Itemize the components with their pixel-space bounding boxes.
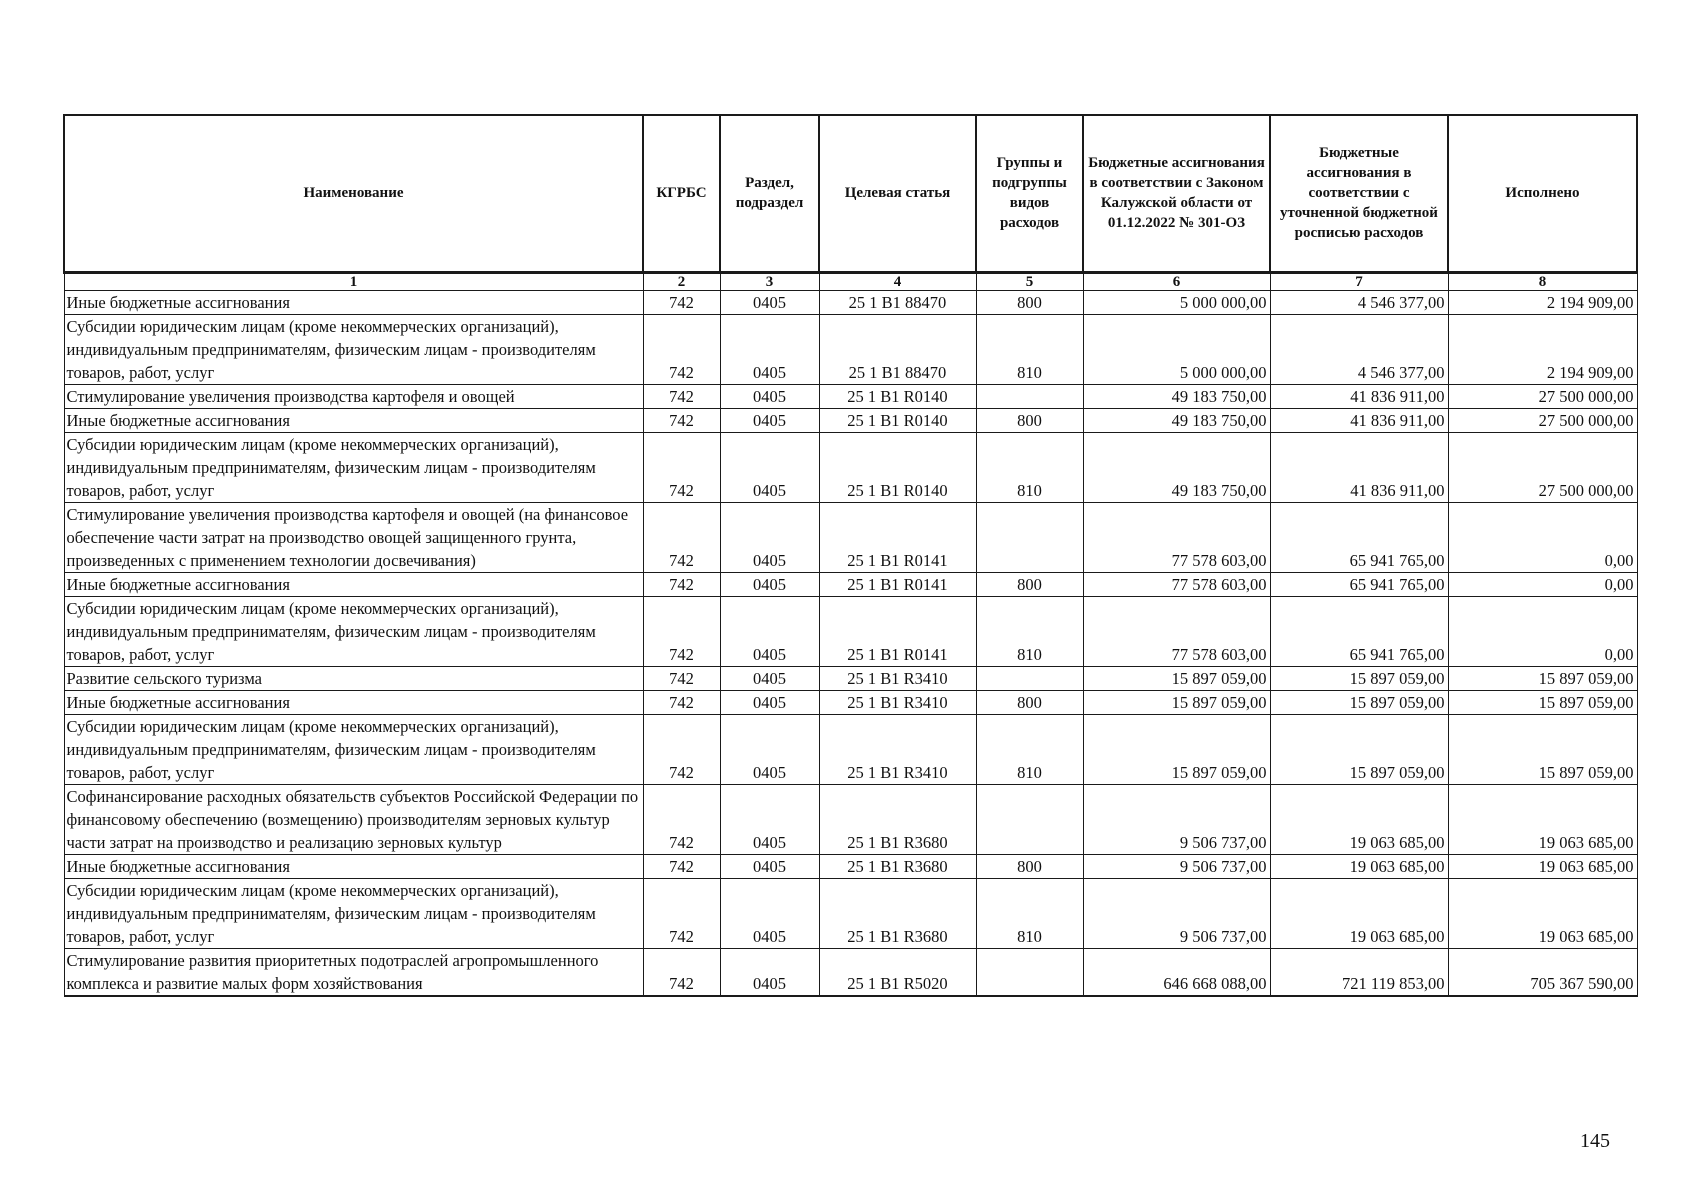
target-article-cell: 25 1 B1 R5020 [819,948,976,996]
column-header-8: Исполнено [1448,115,1637,272]
kgrbs-cell: 742 [643,666,720,690]
refined-allocation-cell: 19 063 685,00 [1270,878,1448,948]
executed-cell: 19 063 685,00 [1448,878,1637,948]
column-number-5: 5 [976,272,1083,290]
column-number-6: 6 [1083,272,1270,290]
section-cell: 0405 [720,596,819,666]
refined-allocation-cell: 65 941 765,00 [1270,572,1448,596]
kgrbs-cell: 742 [643,572,720,596]
executed-cell: 15 897 059,00 [1448,690,1637,714]
section-cell: 0405 [720,714,819,784]
refined-allocation-cell: 4 546 377,00 [1270,314,1448,384]
kgrbs-cell: 742 [643,290,720,314]
table-row [64,878,1637,948]
kgrbs-cell: 742 [643,408,720,432]
kgrbs-cell: 742 [643,314,720,384]
refined-allocation-cell: 41 836 911,00 [1270,384,1448,408]
column-header-5: Группы и подгруппы видов расходов [976,115,1083,272]
kgrbs-cell: 742 [643,690,720,714]
target-article-cell: 25 1 B1 R0140 [819,384,976,408]
target-article-cell: 25 1 B1 R0141 [819,572,976,596]
table-row [64,854,1637,878]
refined-allocation-cell: 15 897 059,00 [1270,690,1448,714]
executed-cell: 19 063 685,00 [1448,784,1637,854]
expense-group-cell [976,784,1083,854]
column-header-6: Бюджетные ассигнования в соответствии с Законом Калужской области от 01.12.2022 № 301-ОЗ [1083,115,1270,272]
table-row [64,596,1637,666]
executed-cell: 0,00 [1448,502,1637,572]
executed-cell: 15 897 059,00 [1448,666,1637,690]
target-article-cell: 25 1 B1 88470 [819,290,976,314]
expense-group-cell: 800 [976,854,1083,878]
target-article-cell: 25 1 B1 R3410 [819,714,976,784]
name-cell: Субсидии юридическим лицам (кроме некоммерческих организаций), индивидуальным предпринимателям, физическим лицам - производителям товаров, работ, услуг [64,714,643,784]
kgrbs-cell: 742 [643,502,720,572]
law-allocation-cell: 15 897 059,00 [1083,666,1270,690]
refined-allocation-cell: 721 119 853,00 [1270,948,1448,996]
name-cell: Стимулирование развития приоритетных подотраслей агропромышленного комплекса и развитие малых форм хозяйствования [64,948,643,996]
law-allocation-cell: 49 183 750,00 [1083,384,1270,408]
column-number-7: 7 [1270,272,1448,290]
refined-allocation-cell: 4 546 377,00 [1270,290,1448,314]
target-article-cell: 25 1 B1 R3680 [819,854,976,878]
table-row [64,690,1637,714]
name-cell: Субсидии юридическим лицам (кроме некоммерческих организаций), индивидуальным предпринимателям, физическим лицам - производителям товаров, работ, услуг [64,878,643,948]
executed-cell: 2 194 909,00 [1448,314,1637,384]
refined-allocation-cell: 15 897 059,00 [1270,666,1448,690]
table-body [64,290,1637,996]
refined-allocation-cell: 41 836 911,00 [1270,408,1448,432]
section-cell: 0405 [720,408,819,432]
kgrbs-cell: 742 [643,948,720,996]
name-cell: Развитие сельского туризма [64,666,643,690]
column-number-row [64,272,1637,290]
table-row [64,784,1637,854]
column-header-7: Бюджетные ассигнования в соответствии с уточненной бюджетной росписью расходов [1270,115,1448,272]
target-article-cell: 25 1 B1 R0140 [819,432,976,502]
section-cell: 0405 [720,290,819,314]
target-article-cell: 25 1 B1 88470 [819,314,976,384]
table-row [64,502,1637,572]
law-allocation-cell: 5 000 000,00 [1083,314,1270,384]
kgrbs-cell: 742 [643,784,720,854]
name-cell: Иные бюджетные ассигнования [64,408,643,432]
law-allocation-cell: 77 578 603,00 [1083,502,1270,572]
law-allocation-cell: 15 897 059,00 [1083,690,1270,714]
column-header-4: Целевая статья [819,115,976,272]
column-header-3: Раздел, подраздел [720,115,819,272]
section-cell: 0405 [720,878,819,948]
table-row [64,408,1637,432]
refined-allocation-cell: 65 941 765,00 [1270,502,1448,572]
name-cell: Стимулирование увеличения производства картофеля и овощей [64,384,643,408]
refined-allocation-cell: 41 836 911,00 [1270,432,1448,502]
name-cell: Иные бюджетные ассигнования [64,290,643,314]
target-article-cell: 25 1 B1 R3410 [819,666,976,690]
law-allocation-cell: 77 578 603,00 [1083,572,1270,596]
law-allocation-cell: 49 183 750,00 [1083,432,1270,502]
executed-cell: 15 897 059,00 [1448,714,1637,784]
refined-allocation-cell: 19 063 685,00 [1270,854,1448,878]
expense-group-cell [976,502,1083,572]
kgrbs-cell: 742 [643,714,720,784]
executed-cell: 27 500 000,00 [1448,432,1637,502]
column-header-1: Наименование [64,115,643,272]
expense-group-cell: 810 [976,314,1083,384]
law-allocation-cell: 49 183 750,00 [1083,408,1270,432]
target-article-cell: 25 1 B1 R3410 [819,690,976,714]
refined-allocation-cell: 19 063 685,00 [1270,784,1448,854]
kgrbs-cell: 742 [643,596,720,666]
budget-table [63,114,1638,997]
page-number: 145 [1580,1130,1610,1152]
table-row [64,432,1637,502]
section-cell: 0405 [720,432,819,502]
target-article-cell: 25 1 B1 R0141 [819,502,976,572]
table-row [64,290,1637,314]
target-article-cell: 25 1 B1 R3680 [819,784,976,854]
section-cell: 0405 [720,784,819,854]
executed-cell: 27 500 000,00 [1448,408,1637,432]
executed-cell: 27 500 000,00 [1448,384,1637,408]
table-row [64,714,1637,784]
kgrbs-cell: 742 [643,432,720,502]
name-cell: Иные бюджетные ассигнования [64,572,643,596]
expense-group-cell: 810 [976,714,1083,784]
name-cell: Иные бюджетные ассигнования [64,854,643,878]
expense-group-cell: 800 [976,290,1083,314]
name-cell: Субсидии юридическим лицам (кроме некоммерческих организаций), индивидуальным предпринимателям, физическим лицам - производителям товаров, работ, услуг [64,314,643,384]
law-allocation-cell: 9 506 737,00 [1083,878,1270,948]
expense-group-cell: 810 [976,432,1083,502]
column-number-4: 4 [819,272,976,290]
column-number-8: 8 [1448,272,1637,290]
section-cell: 0405 [720,948,819,996]
expense-group-cell: 800 [976,690,1083,714]
section-cell: 0405 [720,854,819,878]
name-cell: Субсидии юридическим лицам (кроме некоммерческих организаций), индивидуальным предпринимателям, физическим лицам - производителям товаров, работ, услуг [64,432,643,502]
table-row [64,314,1637,384]
name-cell: Стимулирование увеличения производства картофеля и овощей (на финансовое обеспечение части затрат на производство овощей защищенного грунта, произведенных с применением технологии досвечивания) [64,502,643,572]
table-row [64,948,1637,996]
target-article-cell: 25 1 B1 R3680 [819,878,976,948]
table-row [64,666,1637,690]
kgrbs-cell: 742 [643,384,720,408]
target-article-cell: 25 1 B1 R0141 [819,596,976,666]
section-cell: 0405 [720,502,819,572]
column-number-2: 2 [643,272,720,290]
table-row [64,384,1637,408]
column-number-1: 1 [64,272,643,290]
name-cell: Иные бюджетные ассигнования [64,690,643,714]
expense-group-cell [976,384,1083,408]
expense-group-cell: 800 [976,408,1083,432]
refined-allocation-cell: 65 941 765,00 [1270,596,1448,666]
expense-group-cell: 810 [976,596,1083,666]
kgrbs-cell: 742 [643,878,720,948]
executed-cell: 19 063 685,00 [1448,854,1637,878]
expense-group-cell: 810 [976,878,1083,948]
target-article-cell: 25 1 B1 R0140 [819,408,976,432]
executed-cell: 0,00 [1448,572,1637,596]
section-cell: 0405 [720,690,819,714]
name-cell: Софинансирование расходных обязательств субъектов Российской Федерации по финансовому обеспечению (возмещению) производителям зерновых культур части затрат на производство и реализацию зерновых культур [64,784,643,854]
column-number-3: 3 [720,272,819,290]
kgrbs-cell: 742 [643,854,720,878]
law-allocation-cell: 9 506 737,00 [1083,784,1270,854]
executed-cell: 2 194 909,00 [1448,290,1637,314]
law-allocation-cell: 9 506 737,00 [1083,854,1270,878]
law-allocation-cell: 5 000 000,00 [1083,290,1270,314]
refined-allocation-cell: 15 897 059,00 [1270,714,1448,784]
law-allocation-cell: 646 668 088,00 [1083,948,1270,996]
executed-cell: 0,00 [1448,596,1637,666]
expense-group-cell [976,948,1083,996]
section-cell: 0405 [720,314,819,384]
law-allocation-cell: 15 897 059,00 [1083,714,1270,784]
name-cell: Субсидии юридическим лицам (кроме некоммерческих организаций), индивидуальным предпринимателям, физическим лицам - производителям товаров, работ, услуг [64,596,643,666]
column-header-2: КГРБС [643,115,720,272]
expense-group-cell: 800 [976,572,1083,596]
section-cell: 0405 [720,666,819,690]
header-row [64,115,1637,272]
table-row [64,572,1637,596]
expense-group-cell [976,666,1083,690]
law-allocation-cell: 77 578 603,00 [1083,596,1270,666]
section-cell: 0405 [720,384,819,408]
section-cell: 0405 [720,572,819,596]
executed-cell: 705 367 590,00 [1448,948,1637,996]
